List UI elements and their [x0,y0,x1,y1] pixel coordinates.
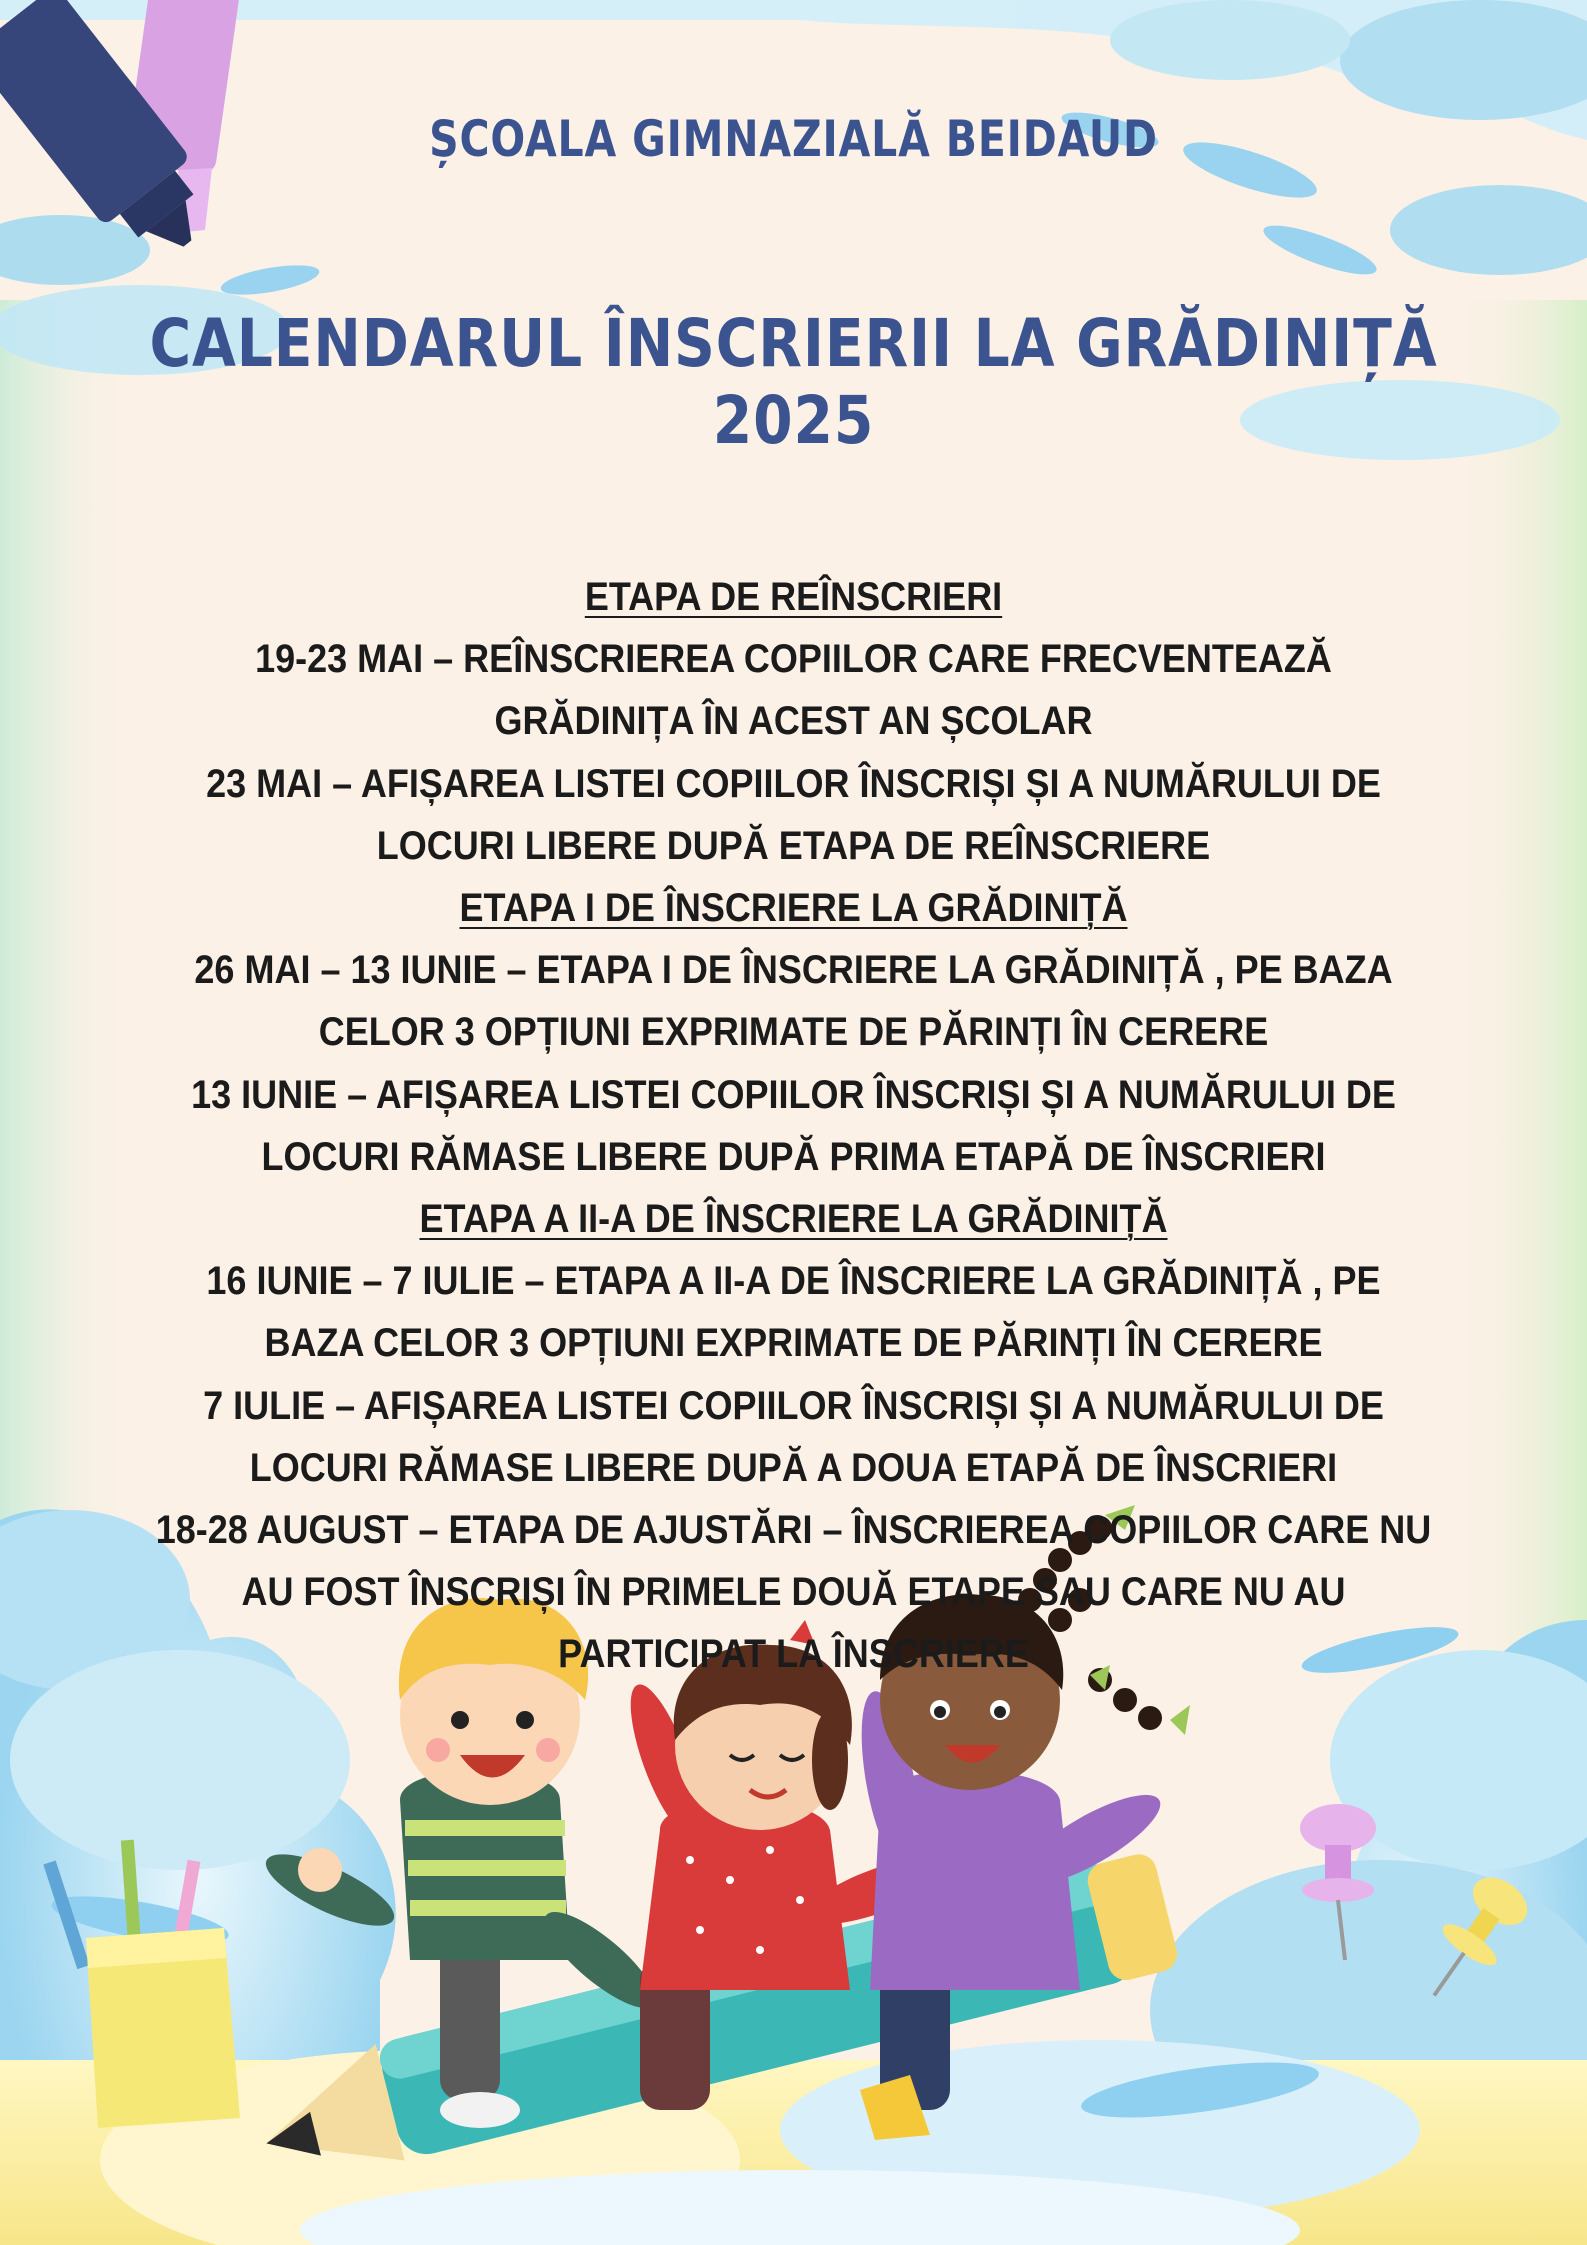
schedule-line: 23 MAI – AFIȘAREA LISTEI COPIILOR ÎNSCRIȘI ȘI A NUMĂRULUI DE [206,761,1381,806]
schedule-line: BAZA CELOR 3 OPȚIUNI EXPRIMATE DE PĂRINȚI ÎN CERERE [264,1321,1323,1366]
schedule-line: GRĂDINIȚA ÎN ACEST AN ȘCOLAR [494,699,1093,744]
enrollment-schedule [40,566,1547,1686]
schedule-line: AU FOST ÎNSCRIȘI ÎN PRIMELE DOUĂ ETAPE SAU CARE NU AU [241,1570,1346,1615]
schedule-line: LOCURI RĂMASE LIBERE DUPĂ PRIMA ETAPĂ DE ÎNSCRIERI [261,1134,1326,1179]
schedule-line: 13 IUNIE – AFIȘAREA LISTEI COPIILOR ÎNSCRIȘI ȘI A NUMĂRULUI DE [191,1072,1396,1117]
schedule-line: LOCURI RĂMASE LIBERE DUPĂ A DOUA ETAPĂ DE ÎNSCRIERI [249,1445,1338,1490]
schedule-line: PARTICIPAT LA ÎNSCRIERE [558,1632,1029,1677]
schedule-line: LOCURI LIBERE DUPĂ ETAPA DE REÎNSCRIERE [376,823,1211,868]
schedule-heading: ETAPA I DE ÎNSCRIERE LA GRĂDINIȚĂ [459,886,1128,931]
schedule-heading: ETAPA A II-A DE ÎNSCRIERE LA GRĂDINIȚĂ [419,1197,1168,1242]
school-name: ȘCOALA GIMNAZIALĂ BEIDAUD [429,110,1158,168]
schedule-line: CELOR 3 OPȚIUNI EXPRIMATE DE PĂRINȚI ÎN CERERE [318,1010,1269,1055]
schedule-line: 26 MAI – 13 IUNIE – ETAPA I DE ÎNSCRIERE LA GRĂDINIȚĂ , PE BAZA [194,948,1393,993]
page-title: CALENDARUL ÎNSCRIERII LA GRĂDINIȚĂ 2025 [149,305,1438,459]
schedule-line: 7 IULIE – AFIȘAREA LISTEI COPIILOR ÎNSCRIȘI ȘI A NUMĂRULUI DE [203,1383,1384,1428]
schedule-heading: ETAPA DE REÎNSCRIERI [584,575,1003,619]
schedule-line: 19-23 MAI – REÎNSCRIEREA COPIILOR CARE FRECVENTEAZĂ [255,637,1332,682]
schedule-line: 18-28 AUGUST – ETAPA DE AJUSTĂRI – ÎNSCRIEREA COPIILOR CARE NU [155,1508,1432,1553]
schedule-line: 16 IUNIE – 7 IULIE – ETAPA A II-A DE ÎNSCRIERE LA GRĂDINIȚĂ , PE [206,1259,1381,1304]
